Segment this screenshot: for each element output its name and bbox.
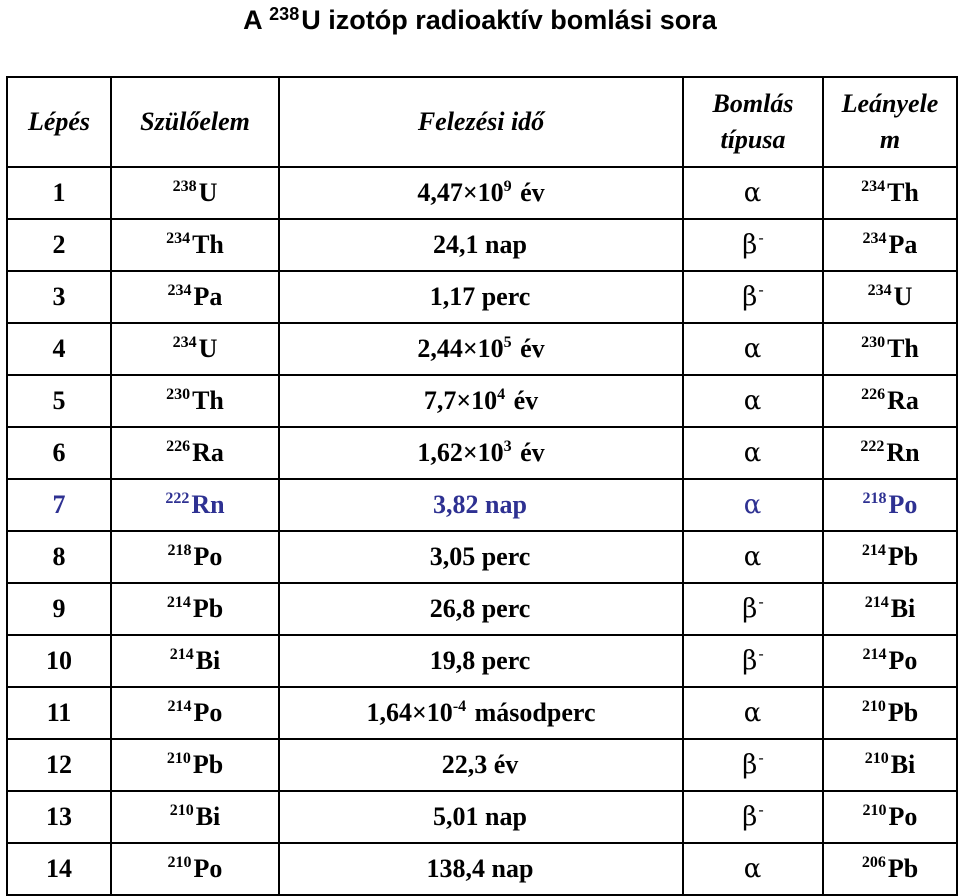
- table-row: [7, 219, 957, 271]
- decay-cell: [683, 479, 823, 531]
- decay-cell: [683, 375, 823, 427]
- title-text: U izotóp radioaktív bomlási sora: [301, 5, 717, 35]
- halflife-cell: 22,3 év: [279, 739, 683, 791]
- parent-cell: [111, 219, 279, 271]
- daughter-cell: [823, 531, 957, 583]
- step-cell: 10: [7, 635, 111, 687]
- parent-mass: 214: [169, 646, 194, 663]
- step-cell: 6: [7, 427, 111, 479]
- parent-symbol: Th: [192, 386, 224, 415]
- parent-cell: [111, 791, 279, 843]
- decay-symbol: α: [743, 698, 762, 728]
- halflife-exponent: 4: [497, 386, 506, 403]
- halflife-exponent: 9: [503, 178, 512, 195]
- table-row: [7, 427, 957, 479]
- daughter-symbol: Pb: [887, 854, 919, 883]
- daughter-symbol: U: [893, 282, 913, 311]
- parent-symbol: U: [198, 178, 218, 207]
- halflife-cell: 26,8 perc: [279, 583, 683, 635]
- table-row: [7, 375, 957, 427]
- table-row: [7, 739, 957, 791]
- parent-cell: [111, 687, 279, 739]
- halflife-exponent: 5: [503, 334, 512, 351]
- halflife-cell: $2,44\times 10^5$ év: [279, 323, 683, 375]
- parent-cell: [111, 583, 279, 635]
- table-row: [7, 843, 957, 895]
- page-title: [0, 0, 960, 42]
- daughter-mass: 210: [864, 750, 889, 767]
- step-cell: 14: [7, 843, 111, 895]
- decay-symbol: α: [743, 854, 762, 884]
- decay-cell: [683, 635, 823, 687]
- decay-cell: [683, 739, 823, 791]
- parent-mass: 210: [169, 802, 194, 819]
- header-row: [7, 77, 957, 167]
- parent-symbol: Po: [193, 698, 223, 727]
- decay-cell: [683, 427, 823, 479]
- halflife-cell: 138,4 nap: [279, 843, 683, 895]
- header-step: Lépés: [7, 77, 111, 167]
- decay-cell: [683, 323, 823, 375]
- parent-symbol: Pb: [192, 750, 224, 779]
- daughter-mass: 234: [867, 282, 892, 299]
- daughter-cell: [823, 271, 957, 323]
- daughter-symbol: Po: [888, 490, 918, 519]
- decay-symbol: α: [743, 438, 762, 468]
- parent-mass: 238: [172, 178, 197, 195]
- table-row: [7, 479, 957, 531]
- halflife-cell: 3,82 nap: [279, 479, 683, 531]
- parent-mass: 222: [165, 490, 190, 507]
- table-row: [7, 791, 957, 843]
- daughter-cell: [823, 479, 957, 531]
- table-row: [7, 687, 957, 739]
- parent-mass: 230: [166, 386, 191, 403]
- decay-cell: [683, 687, 823, 739]
- step-cell: 7: [7, 479, 111, 531]
- daughter-mass: 218: [862, 490, 887, 507]
- parent-mass: 218: [167, 542, 192, 559]
- halflife-cell: $4,47\times 10^9$ év: [279, 167, 683, 219]
- header-daughter: Leányele m: [823, 77, 957, 167]
- title-prefix: A: [243, 5, 270, 35]
- parent-symbol: Po: [193, 854, 223, 883]
- step-cell: 5: [7, 375, 111, 427]
- parent-mass: 234: [166, 230, 191, 247]
- daughter-mass: 234: [862, 230, 887, 247]
- step-cell: 8: [7, 531, 111, 583]
- decay-symbol: α: [743, 542, 762, 572]
- step-cell: 4: [7, 323, 111, 375]
- parent-cell: [111, 323, 279, 375]
- daughter-mass: 210: [861, 698, 886, 715]
- parent-mass: 210: [166, 750, 191, 767]
- daughter-mass: 234: [861, 178, 886, 195]
- daughter-cell: [823, 583, 957, 635]
- halflife-cell: 1,17 perc: [279, 271, 683, 323]
- parent-symbol: Th: [192, 230, 224, 259]
- decay-charge: -: [758, 748, 764, 767]
- daughter-cell: [823, 167, 957, 219]
- decay-symbol: α: [743, 490, 762, 520]
- parent-mass: 210: [167, 854, 192, 871]
- parent-cell: [111, 635, 279, 687]
- step-cell: 3: [7, 271, 111, 323]
- decay-cell: [683, 271, 823, 323]
- parent-symbol: Ra: [192, 438, 224, 467]
- halflife-exponent: -4: [452, 698, 467, 715]
- parent-mass: 234: [167, 282, 192, 299]
- table-row: [7, 531, 957, 583]
- parent-mass: 214: [167, 698, 192, 715]
- halflife-cell: $1,64\times 10^{-4}$ másodperc: [279, 687, 683, 739]
- decay-charge: -: [758, 800, 764, 819]
- decay-cell: [683, 531, 823, 583]
- daughter-mass: 214: [864, 594, 889, 611]
- daughter-mass: 230: [861, 334, 886, 351]
- decay-symbol: β: [742, 230, 758, 260]
- decay-cell: [683, 583, 823, 635]
- daughter-symbol: Rn: [886, 438, 920, 467]
- parent-symbol: Bi: [195, 646, 221, 675]
- parent-cell: [111, 843, 279, 895]
- header-parent: Szülőelem: [111, 77, 279, 167]
- parent-mass: 226: [166, 438, 191, 455]
- decay-cell: [683, 843, 823, 895]
- parent-cell: [111, 167, 279, 219]
- daughter-mass: 222: [860, 438, 885, 455]
- daughter-symbol: Bi: [890, 594, 916, 623]
- daughter-cell: [823, 427, 957, 479]
- halflife-cell: $1,62\times 10^3$ év: [279, 427, 683, 479]
- parent-symbol: Rn: [191, 490, 225, 519]
- step-cell: 2: [7, 219, 111, 271]
- step-cell: 1: [7, 167, 111, 219]
- decay-series-table: [6, 76, 958, 896]
- daughter-mass: 206: [861, 854, 886, 871]
- table-row: [7, 323, 957, 375]
- halflife-exponent: 3: [503, 438, 512, 455]
- daughter-symbol: Pb: [887, 698, 919, 727]
- decay-charge: -: [758, 280, 764, 299]
- parent-cell: [111, 271, 279, 323]
- header-halflife: Felezési idő: [279, 77, 683, 167]
- daughter-symbol: Po: [888, 646, 918, 675]
- decay-symbol: α: [743, 334, 762, 364]
- parent-cell: [111, 375, 279, 427]
- parent-mass: 234: [172, 334, 197, 351]
- parent-cell: [111, 479, 279, 531]
- step-cell: 13: [7, 791, 111, 843]
- decay-symbol: β: [742, 750, 758, 780]
- table-row: [7, 583, 957, 635]
- daughter-cell: [823, 219, 957, 271]
- parent-symbol: U: [198, 334, 218, 363]
- parent-symbol: Pa: [193, 282, 223, 311]
- daughter-mass: 210: [862, 802, 887, 819]
- daughter-cell: [823, 375, 957, 427]
- daughter-symbol: Pa: [888, 230, 918, 259]
- parent-mass: 214: [166, 594, 191, 611]
- step-cell: 12: [7, 739, 111, 791]
- decay-charge: -: [758, 592, 764, 611]
- halflife-cell: 24,1 nap: [279, 219, 683, 271]
- step-cell: 9: [7, 583, 111, 635]
- daughter-cell: [823, 791, 957, 843]
- header-decay-type: Bomlás típusa: [683, 77, 823, 167]
- decay-symbol: β: [742, 802, 758, 832]
- table-row: [7, 271, 957, 323]
- daughter-cell: [823, 323, 957, 375]
- daughter-symbol: Th: [887, 334, 919, 363]
- daughter-mass: 226: [861, 386, 886, 403]
- halflife-cell: $7,7\times 10^4$ év: [279, 375, 683, 427]
- decay-cell: [683, 219, 823, 271]
- decay-symbol: α: [743, 178, 762, 208]
- halflife-cell: 19,8 perc: [279, 635, 683, 687]
- daughter-symbol: Pb: [887, 542, 919, 571]
- parent-symbol: Pb: [192, 594, 224, 623]
- halflife-cell: 5,01 nap: [279, 791, 683, 843]
- decay-symbol: β: [742, 594, 758, 624]
- parent-cell: [111, 739, 279, 791]
- daughter-symbol: Th: [887, 178, 919, 207]
- daughter-mass: 214: [862, 646, 887, 663]
- parent-cell: [111, 427, 279, 479]
- daughter-cell: [823, 739, 957, 791]
- step-cell: 11: [7, 687, 111, 739]
- daughter-symbol: Po: [888, 802, 918, 831]
- table-row: [7, 167, 957, 219]
- daughter-symbol: Ra: [887, 386, 919, 415]
- decay-symbol: β: [742, 646, 758, 676]
- decay-charge: -: [758, 644, 764, 663]
- table-row: [7, 635, 957, 687]
- daughter-cell: [823, 635, 957, 687]
- daughter-mass: 214: [861, 542, 886, 559]
- decay-cell: [683, 167, 823, 219]
- daughter-symbol: Bi: [890, 750, 916, 779]
- halflife-cell: 3,05 perc: [279, 531, 683, 583]
- title-mass-number: 238: [269, 4, 300, 24]
- decay-symbol: α: [743, 386, 762, 416]
- parent-cell: [111, 531, 279, 583]
- daughter-cell: [823, 687, 957, 739]
- decay-charge: -: [758, 228, 764, 247]
- decay-cell: [683, 791, 823, 843]
- parent-symbol: Po: [193, 542, 223, 571]
- decay-symbol: β: [742, 282, 758, 312]
- parent-symbol: Bi: [195, 802, 221, 831]
- daughter-cell: [823, 843, 957, 895]
